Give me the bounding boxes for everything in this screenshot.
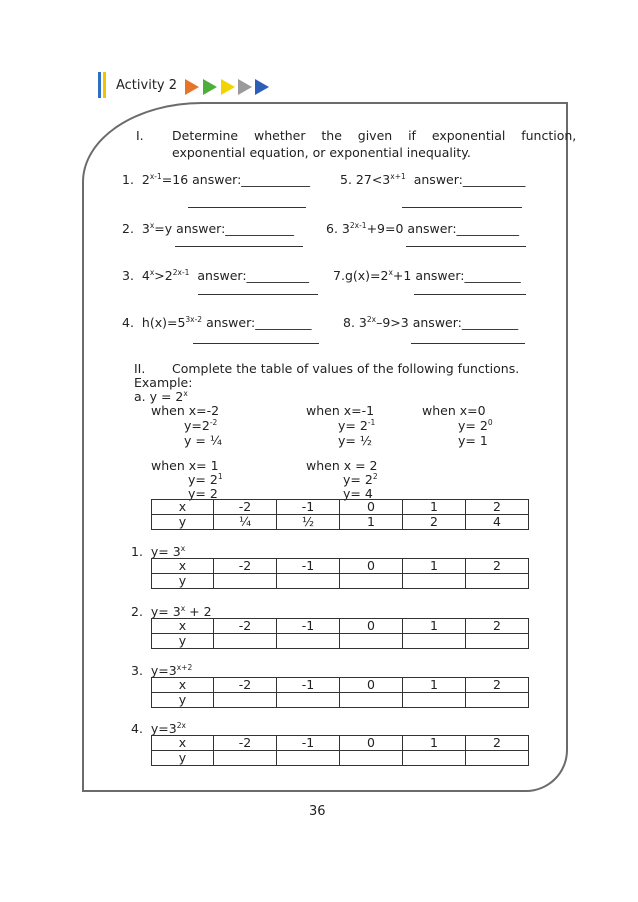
table-cell: 0 bbox=[340, 559, 403, 574]
answer-cell[interactable] bbox=[403, 751, 466, 766]
table-cell: 2 bbox=[466, 678, 529, 693]
example-when-1: when x=-2 bbox=[151, 403, 220, 418]
table-row bbox=[152, 559, 529, 574]
table-row bbox=[152, 678, 529, 693]
table-cell: -2 bbox=[214, 500, 277, 515]
table-cell: -1 bbox=[277, 678, 340, 693]
answer-line-2[interactable] bbox=[175, 246, 303, 247]
part1-number: I. bbox=[136, 128, 144, 143]
answer-cell[interactable] bbox=[340, 634, 403, 649]
table-cell: ½ bbox=[277, 515, 340, 530]
item-7: $7.g(x)=2^x+1$ answer:_________ bbox=[333, 268, 521, 283]
table-cell: -2 bbox=[214, 619, 277, 634]
item-5: 5. $27<3^{x+1}$ answer:__________ bbox=[340, 172, 526, 187]
answer-line-6[interactable] bbox=[406, 246, 526, 247]
example-result-4: y= 2 bbox=[188, 486, 218, 501]
example-result-3: y= 1 bbox=[458, 433, 488, 448]
table-cell: x bbox=[152, 559, 214, 574]
header-bar-yellow bbox=[103, 72, 106, 98]
example-table bbox=[151, 499, 529, 530]
table-cell: -2 bbox=[214, 736, 277, 751]
problem-1-table bbox=[151, 558, 529, 589]
table-row bbox=[152, 751, 529, 766]
answer-cell[interactable] bbox=[214, 634, 277, 649]
answer-line-3[interactable] bbox=[198, 294, 318, 295]
table-cell: 0 bbox=[340, 619, 403, 634]
answer-cell[interactable] bbox=[466, 751, 529, 766]
blue-triangle-icon bbox=[255, 79, 269, 95]
item-3: 3. $4^x>2^{2x-1}$ answer:__________ bbox=[122, 268, 310, 283]
answer-line-7[interactable] bbox=[414, 294, 526, 295]
problem-1-label: 1. $y= 3^x$ bbox=[131, 544, 186, 559]
item-4: 4. $h(x)=5^{3x-2}$ answer:_________ bbox=[122, 315, 312, 330]
answer-cell[interactable] bbox=[340, 751, 403, 766]
answer-cell[interactable] bbox=[403, 693, 466, 708]
table-cell: y bbox=[152, 574, 214, 589]
table-row bbox=[152, 574, 529, 589]
table-cell: 2 bbox=[403, 515, 466, 530]
table-cell: y bbox=[152, 693, 214, 708]
item-8: 8. $3^{2x}-9>3$ answer:_________ bbox=[343, 315, 519, 330]
table-row bbox=[152, 500, 529, 515]
table-cell: x bbox=[152, 500, 214, 515]
answer-cell[interactable] bbox=[403, 574, 466, 589]
table-cell: 1 bbox=[340, 515, 403, 530]
answer-cell[interactable] bbox=[277, 751, 340, 766]
part1-instructions-line1: Determine whether the given if exponential function, bbox=[172, 128, 577, 143]
table-cell: 1 bbox=[403, 678, 466, 693]
table-row bbox=[152, 693, 529, 708]
example-result-1: y = ¼ bbox=[184, 433, 222, 448]
table-cell: -2 bbox=[214, 559, 277, 574]
table-cell: y bbox=[152, 515, 214, 530]
table-row bbox=[152, 619, 529, 634]
answer-cell[interactable] bbox=[277, 693, 340, 708]
table-cell: -1 bbox=[277, 500, 340, 515]
table-row bbox=[152, 736, 529, 751]
example-result-5: y= 4 bbox=[343, 486, 373, 501]
answer-cell[interactable] bbox=[214, 574, 277, 589]
item-1: 1. $2^{x-1}=16$ answer:___________ bbox=[122, 172, 311, 187]
table-cell: -1 bbox=[277, 559, 340, 574]
table-cell: -1 bbox=[277, 619, 340, 634]
example-when-2: when x=-1 bbox=[306, 403, 375, 418]
part2-number: II. bbox=[134, 361, 146, 376]
answer-line-8[interactable] bbox=[411, 343, 525, 344]
answer-cell[interactable] bbox=[340, 693, 403, 708]
example-step-5: $y= 2^2$ bbox=[343, 472, 378, 487]
answer-line-4[interactable] bbox=[193, 343, 319, 344]
orange-triangle-icon bbox=[185, 79, 199, 95]
example-when-5: when x = 2 bbox=[306, 458, 378, 473]
problem-4-label: 4. $y=3^{2x}$ bbox=[131, 721, 186, 736]
example-when-4: when x= 1 bbox=[151, 458, 219, 473]
table-cell: y bbox=[152, 634, 214, 649]
table-cell: 1 bbox=[403, 559, 466, 574]
example-step-1: $y=2^{-2}$ bbox=[184, 418, 218, 433]
answer-cell[interactable] bbox=[466, 693, 529, 708]
table-cell: 4 bbox=[466, 515, 529, 530]
table-cell: x bbox=[152, 736, 214, 751]
table-row bbox=[152, 515, 529, 530]
example-function: a. $y = 2^x$ bbox=[134, 389, 188, 404]
activity-title: Activity 2 bbox=[116, 78, 178, 93]
header-bar-blue bbox=[98, 72, 101, 98]
part2-title: Complete the table of values of the following functions. bbox=[172, 361, 520, 376]
answer-cell[interactable] bbox=[403, 634, 466, 649]
table-cell: 2 bbox=[466, 619, 529, 634]
table-cell: 0 bbox=[340, 500, 403, 515]
table-cell: 0 bbox=[340, 736, 403, 751]
answer-cell[interactable] bbox=[277, 634, 340, 649]
example-label: Example: bbox=[134, 375, 193, 390]
table-cell: y bbox=[152, 751, 214, 766]
example-result-2: y= ½ bbox=[338, 433, 372, 448]
green-triangle-icon bbox=[203, 79, 217, 95]
table-cell: -2 bbox=[214, 678, 277, 693]
table-cell: x bbox=[152, 678, 214, 693]
table-row bbox=[152, 634, 529, 649]
answer-cell[interactable] bbox=[466, 574, 529, 589]
page-number: 36 bbox=[309, 804, 326, 819]
problem-3-label: 3. $y=3^{x+2}$ bbox=[131, 663, 193, 678]
example-step-3: $y= 2^0$ bbox=[458, 418, 493, 433]
table-cell: 2 bbox=[466, 500, 529, 515]
problem-2-table bbox=[151, 618, 529, 649]
table-cell: 1 bbox=[403, 500, 466, 515]
table-cell: ¼ bbox=[214, 515, 277, 530]
answer-cell[interactable] bbox=[214, 751, 277, 766]
problem-4-table bbox=[151, 735, 529, 766]
table-cell: 2 bbox=[466, 736, 529, 751]
item-6: 6. $3^{2x-1}+9=0$ answer:__________ bbox=[326, 221, 520, 236]
table-cell: 1 bbox=[403, 736, 466, 751]
answer-line-5[interactable] bbox=[402, 207, 522, 208]
answer-cell[interactable] bbox=[466, 634, 529, 649]
example-step-4: $y= 2^1$ bbox=[188, 472, 223, 487]
answer-cell[interactable] bbox=[277, 574, 340, 589]
yellow-triangle-icon bbox=[221, 79, 235, 95]
answer-line-1[interactable] bbox=[188, 207, 306, 208]
problem-3-table bbox=[151, 677, 529, 708]
answer-cell[interactable] bbox=[214, 693, 277, 708]
table-cell: x bbox=[152, 619, 214, 634]
example-when-3: when x=0 bbox=[422, 403, 486, 418]
table-cell: 2 bbox=[466, 559, 529, 574]
part1-instructions-line2: exponential equation, or exponential inequality. bbox=[172, 145, 471, 160]
answer-cell[interactable] bbox=[340, 574, 403, 589]
gray-triangle-icon bbox=[238, 79, 252, 95]
table-cell: -1 bbox=[277, 736, 340, 751]
example-step-2: $y= 2^{-1}$ bbox=[338, 418, 376, 433]
problem-2-label: 2. $y= 3^x + 2$ bbox=[131, 604, 212, 619]
item-2: 2. $3^x=y$ answer:___________ bbox=[122, 221, 295, 236]
table-cell: 0 bbox=[340, 678, 403, 693]
table-cell: 1 bbox=[403, 619, 466, 634]
